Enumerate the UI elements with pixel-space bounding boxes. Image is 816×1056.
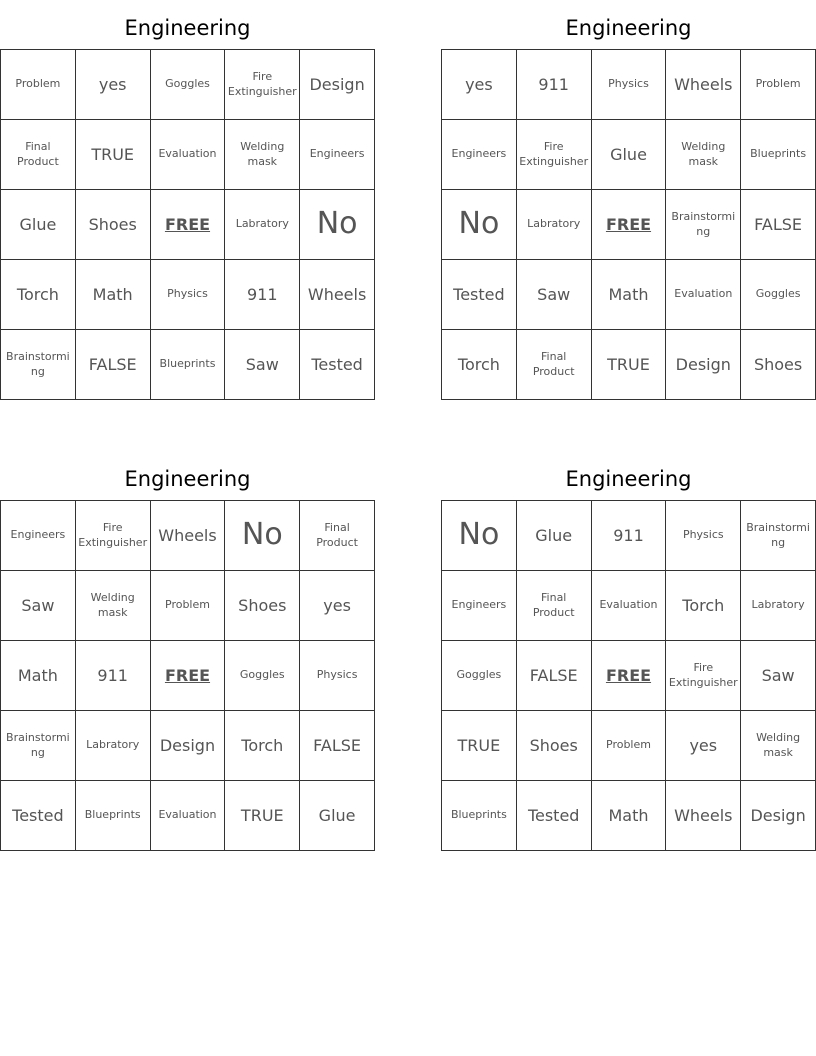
bingo-grid	[441, 500, 816, 851]
grid-cell: Welding mask	[741, 711, 816, 781]
free-space-cell: FREE	[150, 641, 225, 711]
grid-cell: Final Product	[516, 330, 591, 400]
grid-cell: Math	[591, 781, 666, 851]
grid-cell: 911	[591, 501, 666, 571]
grid-row	[1, 501, 375, 571]
grid-row	[442, 641, 816, 711]
bingo-grid	[0, 49, 375, 400]
grid-cell: FALSE	[300, 711, 375, 781]
grid-cell: Engineers	[442, 120, 517, 190]
grid-cell: Tested	[1, 781, 76, 851]
grid-cell: No	[300, 190, 375, 260]
grid-cell: No	[442, 190, 517, 260]
grid-cell: Evaluation	[666, 260, 741, 330]
grid-cell: Math	[1, 641, 76, 711]
grid-cell: Problem	[591, 711, 666, 781]
free-space-cell: FREE	[591, 190, 666, 260]
grid-row	[1, 120, 375, 190]
grid-cell: No	[225, 501, 300, 571]
grid-row	[1, 571, 375, 641]
grid-cell: yes	[666, 711, 741, 781]
grid-row	[442, 50, 816, 120]
grid-cell: Design	[666, 330, 741, 400]
grid-cell: Shoes	[741, 330, 816, 400]
grid-cell: Fire Extinguisher	[516, 120, 591, 190]
grid-cell: Saw	[225, 330, 300, 400]
grid-cell: Physics	[300, 641, 375, 711]
grid-cell: Welding mask	[75, 571, 150, 641]
grid-cell: FALSE	[516, 641, 591, 711]
grid-cell: Blueprints	[75, 781, 150, 851]
grid-row	[1, 711, 375, 781]
grid-row	[442, 711, 816, 781]
grid-cell: Shoes	[75, 190, 150, 260]
grid-cell: yes	[75, 50, 150, 120]
grid-cell: Labratory	[516, 190, 591, 260]
grid-cell: Blueprints	[741, 120, 816, 190]
grid-cell: Final Product	[1, 120, 76, 190]
grid-cell: TRUE	[75, 120, 150, 190]
grid-row	[1, 260, 375, 330]
free-space-cell: FREE	[150, 190, 225, 260]
grid-cell: Problem	[1, 50, 76, 120]
grid-cell: Glue	[516, 501, 591, 571]
grid-cell: Brainstorming	[741, 501, 816, 571]
grid-cell: Shoes	[225, 571, 300, 641]
free-space-cell: FREE	[591, 641, 666, 711]
grid-cell: Problem	[150, 571, 225, 641]
grid-cell: Wheels	[666, 50, 741, 120]
grid-cell: yes	[442, 50, 517, 120]
grid-cell: yes	[300, 571, 375, 641]
grid-row	[442, 501, 816, 571]
grid-cell: Evaluation	[150, 120, 225, 190]
grid-row	[1, 50, 375, 120]
grid-cell: Design	[300, 50, 375, 120]
grid-cell: 911	[75, 641, 150, 711]
grid-cell: Fire Extinguisher	[666, 641, 741, 711]
bingo-grid	[441, 49, 816, 400]
grid-cell: Labratory	[75, 711, 150, 781]
grid-row	[1, 330, 375, 400]
card-title: Engineering	[124, 467, 251, 491]
grid-row	[442, 781, 816, 851]
grid-cell: Fire Extinguisher	[225, 50, 300, 120]
grid-cell: TRUE	[225, 781, 300, 851]
grid-cell: Saw	[1, 571, 76, 641]
grid-cell: Physics	[150, 260, 225, 330]
grid-row	[442, 190, 816, 260]
grid-cell: TRUE	[442, 711, 517, 781]
grid-cell: Goggles	[741, 260, 816, 330]
grid-cell: Wheels	[666, 781, 741, 851]
grid-cell: Evaluation	[591, 571, 666, 641]
grid-cell: Brainstorming	[666, 190, 741, 260]
grid-cell: Welding mask	[225, 120, 300, 190]
grid-cell: Math	[75, 260, 150, 330]
grid-cell: Design	[150, 711, 225, 781]
grid-cell: 911	[516, 50, 591, 120]
grid-cell: Brainstorming	[1, 711, 76, 781]
grid-row	[442, 571, 816, 641]
grid-cell: Wheels	[300, 260, 375, 330]
grid-cell: Engineers	[1, 501, 76, 571]
grid-cell: Welding mask	[666, 120, 741, 190]
grid-cell: Shoes	[516, 711, 591, 781]
grid-cell: Glue	[300, 781, 375, 851]
grid-cell: Torch	[1, 260, 76, 330]
grid-cell: FALSE	[75, 330, 150, 400]
grid-cell: Torch	[225, 711, 300, 781]
bingo-grid	[0, 500, 375, 851]
grid-cell: Labratory	[741, 571, 816, 641]
grid-cell: Tested	[300, 330, 375, 400]
grid-cell: Goggles	[442, 641, 517, 711]
grid-cell: Saw	[516, 260, 591, 330]
grid-cell: Problem	[741, 50, 816, 120]
grid-cell: Fire Extinguisher	[75, 501, 150, 571]
grid-cell: Torch	[442, 330, 517, 400]
grid-cell: Final Product	[516, 571, 591, 641]
grid-cell: Torch	[666, 571, 741, 641]
card-title: Engineering	[565, 16, 692, 40]
grid-cell: Physics	[666, 501, 741, 571]
grid-cell: Saw	[741, 641, 816, 711]
card-title: Engineering	[124, 16, 251, 40]
grid-cell: Glue	[591, 120, 666, 190]
grid-cell: TRUE	[591, 330, 666, 400]
grid-cell: Wheels	[150, 501, 225, 571]
card-title: Engineering	[565, 467, 692, 491]
grid-cell: Evaluation	[150, 781, 225, 851]
grid-cell: FALSE	[741, 190, 816, 260]
grid-cell: 911	[225, 260, 300, 330]
grid-row	[1, 781, 375, 851]
grid-cell: Math	[591, 260, 666, 330]
grid-cell: Brainstorming	[1, 330, 76, 400]
grid-cell: Goggles	[225, 641, 300, 711]
grid-cell: Design	[741, 781, 816, 851]
grid-row	[442, 120, 816, 190]
grid-cell: Blueprints	[150, 330, 225, 400]
grid-cell: Goggles	[150, 50, 225, 120]
grid-cell: Tested	[442, 260, 517, 330]
grid-cell: Physics	[591, 50, 666, 120]
grid-row	[442, 260, 816, 330]
grid-row	[1, 190, 375, 260]
grid-cell: Engineers	[442, 571, 517, 641]
grid-cell: Labratory	[225, 190, 300, 260]
grid-cell: Blueprints	[442, 781, 517, 851]
grid-cell: Engineers	[300, 120, 375, 190]
grid-row	[1, 641, 375, 711]
grid-cell: Tested	[516, 781, 591, 851]
grid-row	[442, 330, 816, 400]
grid-cell: Final Product	[300, 501, 375, 571]
grid-cell: Glue	[1, 190, 76, 260]
grid-cell: No	[442, 501, 517, 571]
